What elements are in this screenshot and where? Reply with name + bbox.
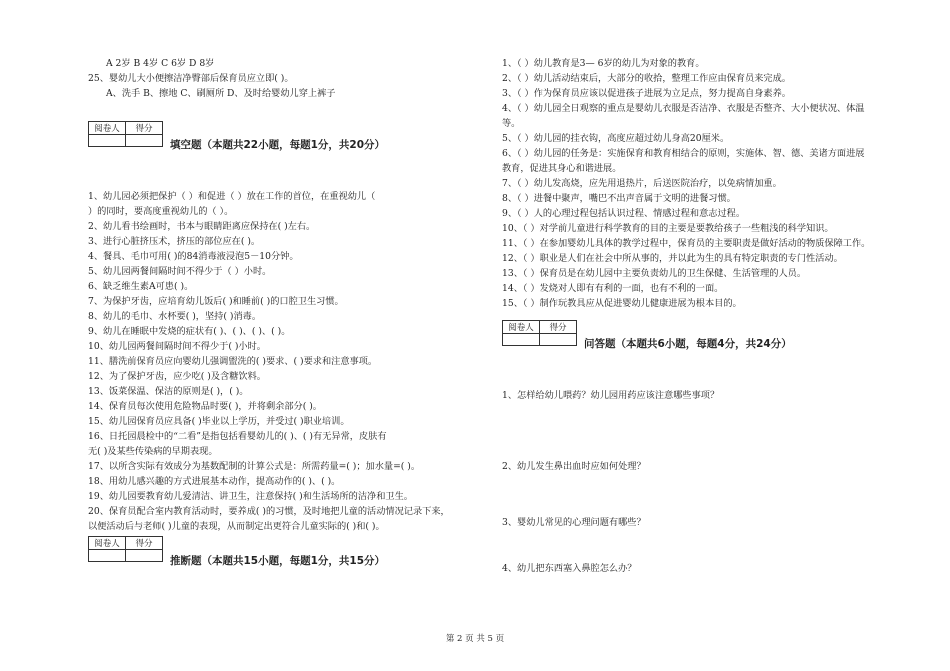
qa-item: 1、怎样给幼儿喂药？幼儿园用药应该注意哪些事项？ [502, 390, 720, 401]
question-line: 25、婴幼儿大小便擦洁净臀部后保育员应立即( )。 [88, 73, 294, 84]
qa-item: 3、婴幼儿常见的心理问题有哪些？ [502, 517, 646, 528]
fill-item: 13、饭菜保温、保洁的原则是( )，( )。 [88, 386, 249, 397]
reviewer-cell [503, 334, 540, 346]
option-line: A 2岁 B 4岁 C 6岁 D 8岁 [106, 58, 215, 69]
section-title-fill: 填空题（本题共22小题，每题1分，共20分） [170, 139, 386, 151]
reviewer-label: 阅卷人 [89, 537, 126, 550]
section-title-judge: 推断题（本题共15小题，每题1分，共15分） [170, 555, 386, 567]
judge-item: 10、（ ）对学前儿童进行科学教育的目的主要是要教给孩子一些粗浅的科学知识。 [502, 223, 834, 234]
page-footer: 第 2 页 共 5 页 [445, 634, 505, 644]
score-box [502, 320, 577, 346]
reviewer-label: 阅卷人 [503, 321, 540, 334]
reviewer-cell [89, 550, 126, 562]
judge-item: 1、（ ）幼儿教育是3— 6岁的幼儿为对象的教育。 [502, 58, 705, 69]
fill-item: 14、保育员每次使用危险物品时要( )，并将剩余部分( )。 [88, 401, 322, 412]
fill-item: 19、幼儿园要教育幼儿爱清洁、讲卫生，注意保持( )和生活场所的洁净和卫生。 [88, 491, 413, 502]
judge-item: 等。 [502, 118, 521, 129]
fill-item: 20、保育员配合室内教育活动时，要养成( )的习惯，及时地把儿童的活动情况记录下来， [88, 506, 450, 517]
fill-item: 9、幼儿在睡眠中发烧的症状有( )、( )、( )、( )。 [88, 326, 291, 337]
section-title-qa: 问答题（本题共6小题，每题4分，共24分） [584, 338, 792, 350]
qa-item: 2、幼儿发生鼻出血时应如何处理？ [502, 461, 646, 472]
fill-item: 17、以所含实际有效成分为基数配制的计算公式是：所需药量=( )；加水量=( )。 [88, 461, 421, 472]
judge-item: 9、（ ）人的心理过程包括认识过程、情感过程和意志过程。 [502, 208, 746, 219]
fill-item: 3、进行心脏挤压术，挤压的部位应在( )。 [88, 236, 261, 247]
judge-item: 15、（ ）制作玩教具应从促进婴幼儿健康进展为根本目的。 [502, 298, 742, 309]
score-cell [126, 550, 163, 562]
fill-item: 12、为了保护牙齿，应少吃( )及含糖饮料。 [88, 371, 266, 382]
option-line: A、洗手 B、擦地 C、刷厕所 D、及时给婴幼儿穿上裤子 [106, 88, 336, 99]
fill-item: 4、餐具、毛巾可用( )的84消毒液浸泡5－10分钟。 [88, 251, 299, 262]
fill-item: 2、幼儿看书绘画时，书本与眼睛距离应保持在( )左右。 [88, 221, 316, 232]
judge-item: 12、（ ）职业是人们在社会中所从事的，并以此为生的具有特定职责的专门性活动。 [502, 253, 843, 264]
fill-item: 7、为保护牙齿，应培育幼儿饭后( )和睡前( )的口腔卫生习惯。 [88, 296, 344, 307]
judge-item: 11、（ ）在参加婴幼儿具体的教学过程中，保育员的主要职责是做好活动的物质保障工作。 [502, 238, 871, 249]
reviewer-cell [89, 135, 126, 147]
fill-item: 1、幼儿园必须把保护（ ）和促进（ ）放在工作的首位，在重视幼儿（ [88, 191, 376, 202]
fill-item: ）的同时，要高度重视幼儿的（ ）。 [88, 206, 234, 217]
reviewer-label: 阅卷人 [89, 122, 126, 135]
score-label: 得分 [126, 537, 163, 550]
judge-item: 7、（ ）幼儿发高烧，应先用退热片，后送医院治疗，以免病情加重。 [502, 178, 782, 189]
fill-item: 8、幼儿的毛巾、水杯要( )，坚持( )消毒。 [88, 311, 262, 322]
fill-item: 16、日托园晨检中的“二看”是指包括看婴幼儿的( )、( )有无异常，皮肤有 [88, 431, 387, 442]
judge-item: 2、（ ）幼儿活动结束后，大部分的收拾，整理工作应由保育员来完成。 [502, 73, 791, 84]
judge-item: 14、（ ）发烧对人即有有利的一面，也有不利的一面。 [502, 283, 724, 294]
fill-item: 6、缺乏维生素A可患( )。 [88, 281, 194, 292]
fill-item: 18、用幼儿感兴趣的方式进展基本动作，提高动作的( )、( )。 [88, 476, 341, 487]
score-box [88, 121, 163, 147]
qa-item: 4、幼儿把东西塞入鼻腔怎么办？ [502, 563, 637, 574]
judge-item: 4、（ ）幼儿园全日观察的重点是婴幼儿衣服是否洁净、衣服是否整齐、大小便状况、体温 [502, 103, 865, 114]
fill-item: 以便活动后与老师( )儿童的表现，从而制定出更符合儿童实际的( )和( )。 [88, 521, 385, 532]
judge-item: 8、（ ）进餐中聚声，嘴巴不出声音属于文明的进餐习惯。 [502, 193, 736, 204]
judge-item: 6、（ ）幼儿园的任务是：实施保育和教育相结合的原则，实施体、智、德、美诸方面进展 [502, 148, 865, 159]
score-label: 得分 [540, 321, 577, 334]
score-box [88, 536, 163, 562]
judge-item: 5、（ ）幼儿园的挂衣钩，高度应超过幼儿身高20厘米。 [502, 133, 730, 144]
score-cell [126, 135, 163, 147]
judge-item: 教育，促进其身心和谐进展。 [502, 163, 622, 174]
judge-item: 13、（ ）保育员是在幼儿园中主要负责幼儿的卫生保健、生活管理的人员。 [502, 268, 807, 279]
score-label: 得分 [126, 122, 163, 135]
fill-item: 无( )及某些传染病的早期表现。 [88, 446, 218, 457]
fill-item: 5、幼儿园两餐间隔时间不得少于（ ）小时。 [88, 266, 272, 277]
fill-item: 11、膳洗前保育员应向婴幼儿强调盥洗的( )要求、( )要求和注意事项。 [88, 356, 378, 367]
fill-item: 10、幼儿园两餐间隔时间不得少于( )小时。 [88, 341, 266, 352]
score-cell [540, 334, 577, 346]
judge-item: 3、（ ）作为保育员应该以促进孩子进展为立足点，努力提高自身素养。 [502, 88, 791, 99]
fill-item: 15、幼儿园保育员应具备( )毕业以上学历，并受过( )职业培训。 [88, 416, 350, 427]
